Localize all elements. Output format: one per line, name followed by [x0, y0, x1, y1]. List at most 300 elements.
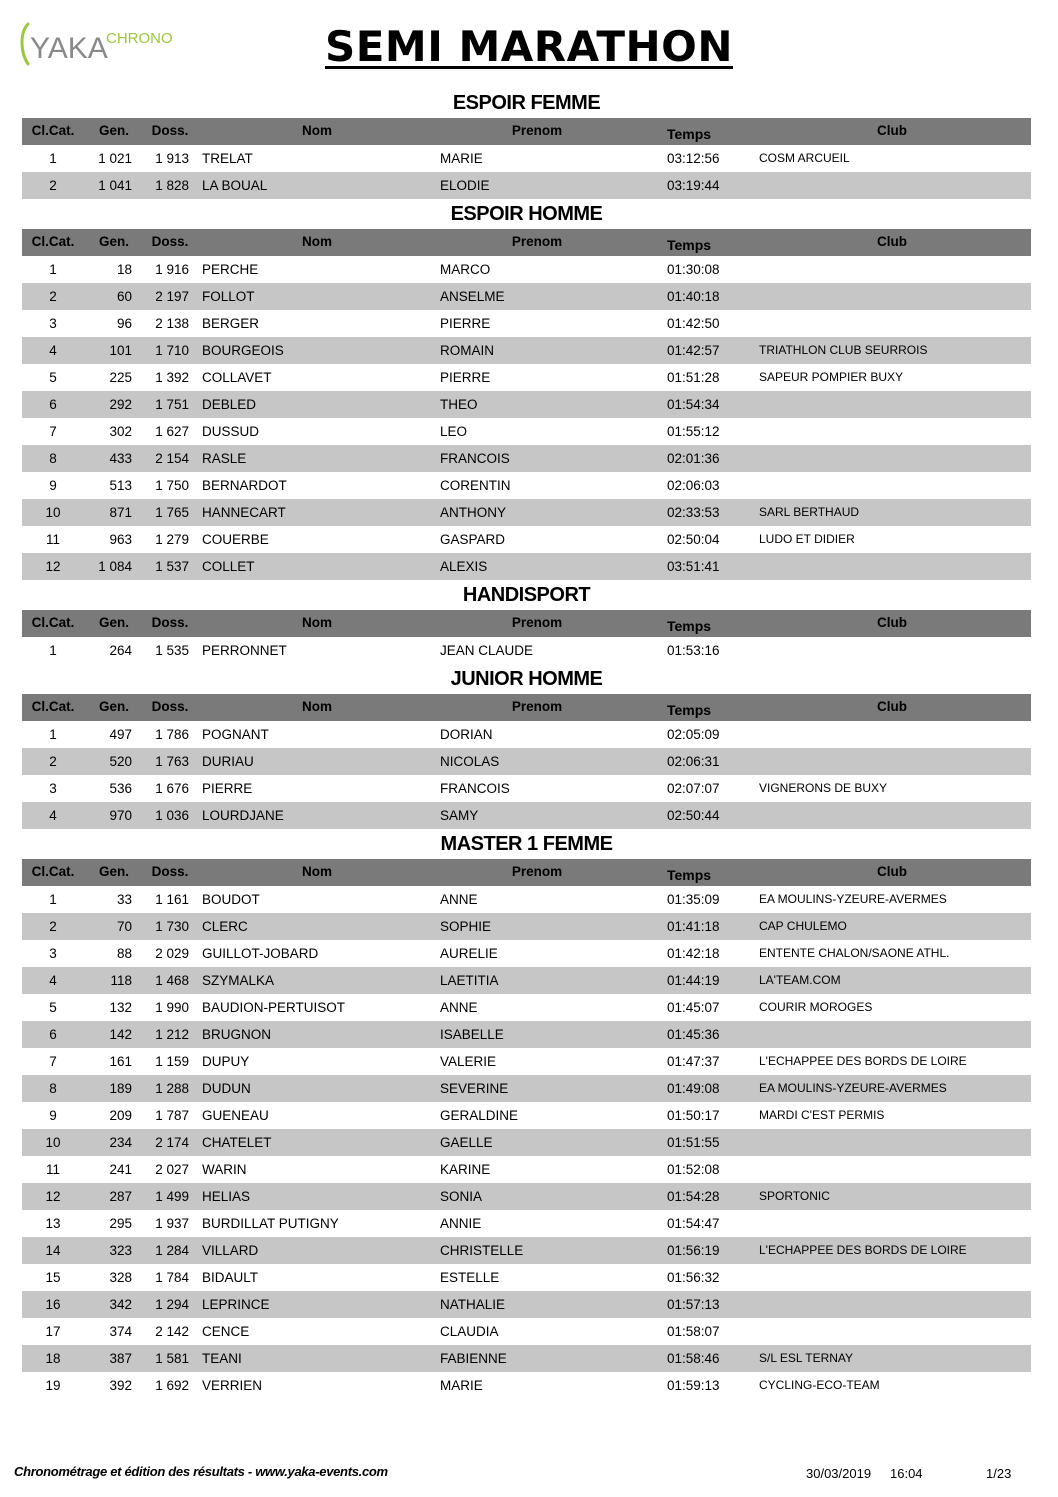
category-section: [22, 829, 1031, 1399]
cell-nom: CENCE: [202, 1324, 250, 1339]
cell-gen: 234: [109, 1135, 132, 1150]
column-header-nom: Nom: [302, 699, 332, 714]
cell-club: VIGNERONS DE BUXY: [759, 781, 888, 795]
column-header-gen: Gen.: [98, 123, 129, 138]
cell-gen: 513: [109, 478, 132, 493]
category-title: JUNIOR HOMME: [450, 668, 603, 690]
cell-gen: 433: [109, 451, 132, 466]
cell-doss: 1 294: [155, 1297, 189, 1312]
category-section: [22, 199, 1031, 580]
cell-prenom: FRANCOIS: [440, 781, 510, 796]
page-title: [0, 22, 1058, 72]
cell-cl-cat: 4: [49, 343, 57, 358]
cell-gen: 96: [116, 316, 132, 331]
cell-cl-cat: 5: [49, 370, 57, 385]
cell-prenom: JEAN CLAUDE: [440, 643, 534, 658]
category-section: [22, 88, 1031, 199]
table-header: [22, 694, 1031, 721]
table-row: [22, 1156, 1031, 1183]
cell-gen: 189: [109, 1081, 132, 1096]
cell-cl-cat: 9: [49, 1108, 57, 1123]
cell-cl-cat: 6: [49, 397, 57, 412]
table-row: [22, 913, 1031, 940]
cell-cl-cat: 1: [49, 643, 57, 658]
cell-prenom: MARCO: [440, 262, 491, 277]
table-row: [22, 748, 1031, 775]
column-header-doss: Doss.: [151, 234, 189, 249]
cell-doss: 1 787: [155, 1108, 189, 1123]
column-header-gen: Gen.: [98, 615, 129, 630]
table-row: [22, 445, 1031, 472]
cell-gen: 970: [109, 808, 132, 823]
page-title-text: SEMI MARATHON: [324, 22, 734, 71]
column-header-gen: Gen.: [98, 234, 129, 249]
cell-doss: 1 499: [155, 1189, 189, 1204]
logo-text-accent: CHRONO: [106, 30, 173, 47]
cell-doss: 1 627: [155, 424, 189, 439]
cell-nom: HANNECART: [202, 505, 286, 520]
cell-prenom: MARIE: [440, 151, 483, 166]
cell-nom: POGNANT: [202, 727, 269, 742]
cell-doss: 2 174: [155, 1135, 189, 1150]
cell-cl-cat: 3: [49, 946, 57, 961]
cell-cl-cat: 4: [49, 973, 57, 988]
cell-cl-cat: 14: [45, 1243, 61, 1258]
column-header-cl-cat: Cl.Cat.: [31, 699, 75, 714]
cell-doss: 1 161: [155, 892, 189, 907]
cell-cl-cat: 9: [49, 478, 57, 493]
table-row: [22, 1210, 1031, 1237]
cell-temps: 01:54:28: [667, 1189, 720, 1204]
cell-temps: 01:52:08: [667, 1162, 720, 1177]
cell-club: EA MOULINS-YZEURE-AVERMES: [759, 1081, 947, 1095]
cell-club: S/L ESL TERNAY: [759, 1351, 854, 1365]
cell-nom: GUENEAU: [202, 1108, 269, 1123]
cell-nom: VERRIEN: [202, 1378, 263, 1393]
column-header-prenom: Prenom: [511, 615, 563, 630]
cell-club: LA'TEAM.COM: [759, 973, 841, 987]
column-header-nom: Nom: [302, 234, 332, 249]
column-header-nom: Nom: [302, 123, 332, 138]
cell-prenom: ELODIE: [440, 178, 490, 193]
cell-doss: 1 159: [155, 1054, 189, 1069]
cell-nom: BOUDOT: [202, 892, 260, 907]
cell-nom: LEPRINCE: [202, 1297, 270, 1312]
table-row: [22, 775, 1031, 802]
cell-prenom: DORIAN: [440, 727, 493, 742]
cell-temps: 01:35:09: [667, 892, 720, 907]
cell-nom: BOURGEOIS: [202, 343, 284, 358]
column-header-cl-cat: Cl.Cat.: [31, 123, 75, 138]
table-header: [22, 610, 1031, 637]
column-header-doss: Doss.: [151, 615, 189, 630]
cell-temps: 02:07:07: [667, 781, 720, 796]
cell-nom: PERCHE: [202, 262, 259, 277]
cell-nom: BURDILLAT PUTIGNY: [202, 1216, 339, 1231]
cell-temps: 02:33:53: [667, 505, 720, 520]
column-header-prenom: Prenom: [511, 234, 563, 249]
cell-gen: 209: [109, 1108, 132, 1123]
cell-gen: 70: [116, 919, 132, 934]
cell-cl-cat: 17: [45, 1324, 61, 1339]
cell-doss: 1 036: [155, 808, 189, 823]
cell-gen: 287: [109, 1189, 132, 1204]
category-title: ESPOIR FEMME: [452, 92, 601, 114]
cell-temps: 02:01:36: [667, 451, 720, 466]
footer-time: 16:04: [890, 1466, 923, 1481]
column-header-temps: Temps: [667, 618, 712, 634]
cell-gen: 1 041: [98, 178, 132, 193]
cell-temps: 01:51:28: [667, 370, 720, 385]
cell-club: SARL BERTHAUD: [759, 505, 860, 519]
cell-doss: 1 765: [155, 505, 189, 520]
cell-gen: 342: [109, 1297, 132, 1312]
cell-temps: 02:50:44: [667, 808, 720, 823]
cell-doss: 2 138: [155, 316, 189, 331]
table-row: [22, 802, 1031, 829]
cell-gen: 328: [109, 1270, 132, 1285]
cell-temps: 01:57:13: [667, 1297, 720, 1312]
category-section: [22, 580, 1031, 664]
cell-nom: HELIAS: [202, 1189, 251, 1204]
column-header-nom: Nom: [302, 615, 332, 630]
cell-temps: 01:51:55: [667, 1135, 720, 1150]
cell-temps: 01:59:13: [667, 1378, 720, 1393]
cell-gen: 302: [109, 424, 132, 439]
cell-prenom: ANNIE: [440, 1216, 482, 1231]
cell-nom: BERNARDOT: [202, 478, 287, 493]
cell-club: L'ECHAPPEE DES BORDS DE LOIRE: [759, 1054, 967, 1068]
column-header-club: Club: [877, 864, 907, 879]
cell-nom: FOLLOT: [202, 289, 255, 304]
column-header-gen: Gen.: [98, 699, 129, 714]
table-row: [22, 1129, 1031, 1156]
cell-temps: 02:50:04: [667, 532, 720, 547]
cell-prenom: SOPHIE: [440, 919, 492, 934]
cell-gen: 88: [116, 946, 132, 961]
cell-doss: 2 197: [155, 289, 189, 304]
cell-cl-cat: 13: [45, 1216, 61, 1231]
cell-club: CYCLING-ECO-TEAM: [759, 1378, 880, 1392]
cell-prenom: ESTELLE: [440, 1270, 500, 1285]
cell-temps: 01:50:17: [667, 1108, 720, 1123]
cell-doss: 1 284: [155, 1243, 189, 1258]
cell-cl-cat: 6: [49, 1027, 57, 1042]
cell-prenom: GERALDINE: [440, 1108, 519, 1123]
column-header-cl-cat: Cl.Cat.: [31, 864, 75, 879]
column-header-nom: Nom: [302, 864, 332, 879]
cell-nom: PIERRE: [202, 781, 253, 796]
table-row: [22, 1372, 1031, 1399]
cell-gen: 225: [109, 370, 132, 385]
table-row: [22, 418, 1031, 445]
cell-temps: 01:47:37: [667, 1054, 720, 1069]
cell-temps: 02:06:03: [667, 478, 720, 493]
cell-doss: 1 676: [155, 781, 189, 796]
cell-prenom: MARIE: [440, 1378, 483, 1393]
cell-gen: 871: [109, 505, 132, 520]
cell-nom: CLERC: [202, 919, 248, 934]
cell-temps: 01:56:19: [667, 1243, 720, 1258]
category-title: MASTER 1 FEMME: [440, 833, 613, 855]
cell-prenom: SEVERINE: [440, 1081, 509, 1096]
cell-nom: DEBLED: [202, 397, 257, 412]
cell-nom: RASLE: [202, 451, 247, 466]
cell-gen: 1 084: [98, 559, 132, 574]
table-row: [22, 1237, 1031, 1264]
cell-doss: 1 468: [155, 973, 189, 988]
cell-doss: 1 990: [155, 1000, 189, 1015]
cell-temps: 01:30:08: [667, 262, 720, 277]
cell-temps: 02:05:09: [667, 727, 720, 742]
cell-prenom: ANSELME: [440, 289, 505, 304]
table-header: [22, 229, 1031, 256]
cell-nom: BRUGNON: [202, 1027, 272, 1042]
cell-doss: 1 710: [155, 343, 189, 358]
cell-gen: 374: [109, 1324, 132, 1339]
column-header-temps: Temps: [667, 702, 712, 718]
cell-gen: 295: [109, 1216, 132, 1231]
cell-club: SPORTONIC: [759, 1189, 830, 1203]
cell-doss: 1 212: [155, 1027, 189, 1042]
cell-prenom: FRANCOIS: [440, 451, 510, 466]
column-header-club: Club: [877, 234, 907, 249]
cell-prenom: FABIENNE: [440, 1351, 507, 1366]
cell-cl-cat: 19: [45, 1378, 61, 1393]
cell-temps: 03:51:41: [667, 559, 720, 574]
cell-gen: 264: [109, 643, 132, 658]
cell-prenom: CLAUDIA: [440, 1324, 499, 1339]
cell-club: ENTENTE CHALON/SAONE ATHL.: [759, 946, 950, 960]
cell-nom: DUSSUD: [202, 424, 260, 439]
cell-cl-cat: 3: [49, 781, 57, 796]
table-row: [22, 283, 1031, 310]
cell-club: EA MOULINS-YZEURE-AVERMES: [759, 892, 947, 906]
column-header-club: Club: [877, 615, 907, 630]
cell-doss: 1 763: [155, 754, 189, 769]
cell-nom: TRELAT: [202, 151, 253, 166]
cell-prenom: ANNE: [440, 892, 478, 907]
cell-prenom: THEO: [440, 397, 478, 412]
cell-prenom: VALERIE: [440, 1054, 497, 1069]
cell-prenom: ROMAIN: [440, 343, 494, 358]
cell-nom: BAUDION-PERTUISOT: [202, 1000, 346, 1015]
cell-cl-cat: 1: [49, 262, 57, 277]
cell-doss: 2 154: [155, 451, 189, 466]
cell-cl-cat: 8: [49, 451, 57, 466]
cell-doss: 1 537: [155, 559, 189, 574]
cell-doss: 1 916: [155, 262, 189, 277]
cell-club: CAP CHULEMO: [759, 919, 847, 933]
cell-temps: 03:12:56: [667, 151, 720, 166]
table-row: [22, 1318, 1031, 1345]
category-title: ESPOIR HOMME: [450, 203, 603, 225]
table-row: [22, 1048, 1031, 1075]
cell-nom: DUPUY: [202, 1054, 250, 1069]
table-row: [22, 553, 1031, 580]
cell-gen: 536: [109, 781, 132, 796]
table-header: [22, 859, 1031, 886]
cell-nom: LA BOUAL: [202, 178, 268, 193]
cell-temps: 01:45:36: [667, 1027, 720, 1042]
cell-doss: 1 535: [155, 643, 189, 658]
cell-gen: 497: [109, 727, 132, 742]
cell-doss: 1 392: [155, 370, 189, 385]
cell-prenom: LEO: [440, 424, 468, 439]
cell-cl-cat: 2: [49, 919, 57, 934]
cell-doss: 1 786: [155, 727, 189, 742]
cell-temps: 02:06:31: [667, 754, 720, 769]
cell-nom: DURIAU: [202, 754, 254, 769]
column-header-club: Club: [877, 123, 907, 138]
cell-club: L'ECHAPPEE DES BORDS DE LOIRE: [759, 1243, 967, 1257]
cell-club: MARDI C'EST PERMIS: [759, 1108, 885, 1122]
cell-doss: 1 288: [155, 1081, 189, 1096]
cell-cl-cat: 11: [45, 532, 60, 547]
cell-cl-cat: 12: [45, 559, 61, 574]
cell-gen: 161: [109, 1054, 132, 1069]
cell-cl-cat: 1: [49, 892, 57, 907]
cell-temps: 01:40:18: [667, 289, 720, 304]
cell-prenom: PIERRE: [440, 316, 491, 331]
cell-cl-cat: 7: [49, 1054, 57, 1069]
table-row: [22, 310, 1031, 337]
cell-nom: PERRONNET: [202, 643, 287, 658]
cell-temps: 01:45:07: [667, 1000, 720, 1015]
cell-prenom: SONIA: [440, 1189, 483, 1204]
table-row: [22, 256, 1031, 283]
table-row: [22, 364, 1031, 391]
cell-doss: 2 142: [155, 1324, 189, 1339]
column-header-temps: Temps: [667, 867, 712, 883]
cell-doss: 1 750: [155, 478, 189, 493]
cell-prenom: GAELLE: [440, 1135, 493, 1150]
cell-prenom: ALEXIS: [440, 559, 488, 574]
category-section: [22, 664, 1031, 829]
table-row: [22, 1075, 1031, 1102]
cell-prenom: AURELIE: [440, 946, 498, 961]
cell-gen: 392: [109, 1378, 132, 1393]
cell-doss: 1 784: [155, 1270, 189, 1285]
cell-temps: 01:42:18: [667, 946, 720, 961]
cell-gen: 963: [109, 532, 132, 547]
table-row: [22, 337, 1031, 364]
cell-temps: 03:19:44: [667, 178, 720, 193]
cell-prenom: LAETITIA: [440, 973, 499, 988]
cell-club: LUDO ET DIDIER: [759, 532, 855, 546]
column-header-cl-cat: Cl.Cat.: [31, 615, 75, 630]
cell-cl-cat: 8: [49, 1081, 57, 1096]
cell-gen: 292: [109, 397, 132, 412]
cell-nom: LOURDJANE: [202, 808, 284, 823]
cell-temps: 01:56:32: [667, 1270, 720, 1285]
cell-gen: 142: [109, 1027, 132, 1042]
cell-cl-cat: 7: [49, 424, 57, 439]
cell-gen: 132: [109, 1000, 132, 1015]
cell-doss: 1 730: [155, 919, 189, 934]
column-header-prenom: Prenom: [511, 123, 563, 138]
cell-club: SAPEUR POMPIER BUXY: [759, 370, 904, 384]
cell-gen: 520: [109, 754, 132, 769]
cell-gen: 1 021: [98, 151, 132, 166]
cell-gen: 18: [116, 262, 132, 277]
cell-nom: BIDAULT: [202, 1270, 259, 1285]
table-row: [22, 637, 1031, 664]
column-header-temps: Temps: [667, 126, 712, 142]
footer-date: 30/03/2019: [806, 1466, 872, 1481]
cell-prenom: ISABELLE: [440, 1027, 504, 1042]
cell-nom: GUILLOT-JOBARD: [202, 946, 319, 961]
cell-temps: 01:41:18: [667, 919, 720, 934]
column-header-doss: Doss.: [151, 123, 189, 138]
cell-nom: COLLAVET: [202, 370, 272, 385]
cell-cl-cat: 10: [45, 1135, 61, 1150]
cell-temps: 01:55:12: [667, 424, 720, 439]
cell-club: COSM ARCUEIL: [759, 151, 850, 165]
cell-nom: COLLET: [202, 559, 255, 574]
table-row: [22, 145, 1031, 172]
column-header-doss: Doss.: [151, 864, 189, 879]
cell-nom: COUERBE: [202, 532, 269, 547]
table-row: [22, 1291, 1031, 1318]
cell-temps: 01:44:19: [667, 973, 720, 988]
cell-cl-cat: 1: [49, 727, 57, 742]
column-header-cl-cat: Cl.Cat.: [31, 234, 75, 249]
cell-cl-cat: 15: [45, 1270, 61, 1285]
cell-temps: 01:42:50: [667, 316, 720, 331]
column-header-prenom: Prenom: [511, 864, 563, 879]
cell-cl-cat: 2: [49, 754, 57, 769]
cell-club: TRIATHLON CLUB SEURROIS: [759, 343, 928, 357]
cell-prenom: ANTHONY: [440, 505, 507, 520]
cell-cl-cat: 18: [45, 1351, 61, 1366]
cell-doss: 1 913: [155, 151, 189, 166]
cell-cl-cat: 5: [49, 1000, 57, 1015]
table-row: [22, 499, 1031, 526]
table-row: [22, 472, 1031, 499]
cell-cl-cat: 2: [49, 289, 57, 304]
cell-cl-cat: 10: [45, 505, 61, 520]
cell-gen: 33: [116, 892, 132, 907]
cell-doss: 1 751: [155, 397, 189, 412]
cell-gen: 387: [109, 1351, 132, 1366]
table-row: [22, 391, 1031, 418]
table-row: [22, 1102, 1031, 1129]
cell-nom: BERGER: [202, 316, 260, 331]
table-row: [22, 526, 1031, 553]
cell-cl-cat: 1: [49, 151, 57, 166]
cell-gen: 101: [109, 343, 132, 358]
table-row: [22, 994, 1031, 1021]
table-row: [22, 1345, 1031, 1372]
cell-prenom: NATHALIE: [440, 1297, 506, 1312]
cell-cl-cat: 2: [49, 178, 57, 193]
cell-temps: 01:54:34: [667, 397, 720, 412]
cell-cl-cat: 12: [45, 1189, 61, 1204]
footer-page-number: 1/23: [986, 1466, 1012, 1481]
column-header-doss: Doss.: [151, 699, 189, 714]
cell-nom: TEANI: [202, 1351, 242, 1366]
cell-gen: 241: [109, 1162, 132, 1177]
cell-doss: 1 692: [155, 1378, 189, 1393]
cell-cl-cat: 3: [49, 316, 57, 331]
category-title: HANDISPORT: [462, 584, 591, 606]
table-row: [22, 721, 1031, 748]
cell-nom: DUDUN: [202, 1081, 251, 1096]
cell-nom: CHATELET: [202, 1135, 272, 1150]
cell-gen: 323: [109, 1243, 132, 1258]
cell-nom: WARIN: [202, 1162, 247, 1177]
